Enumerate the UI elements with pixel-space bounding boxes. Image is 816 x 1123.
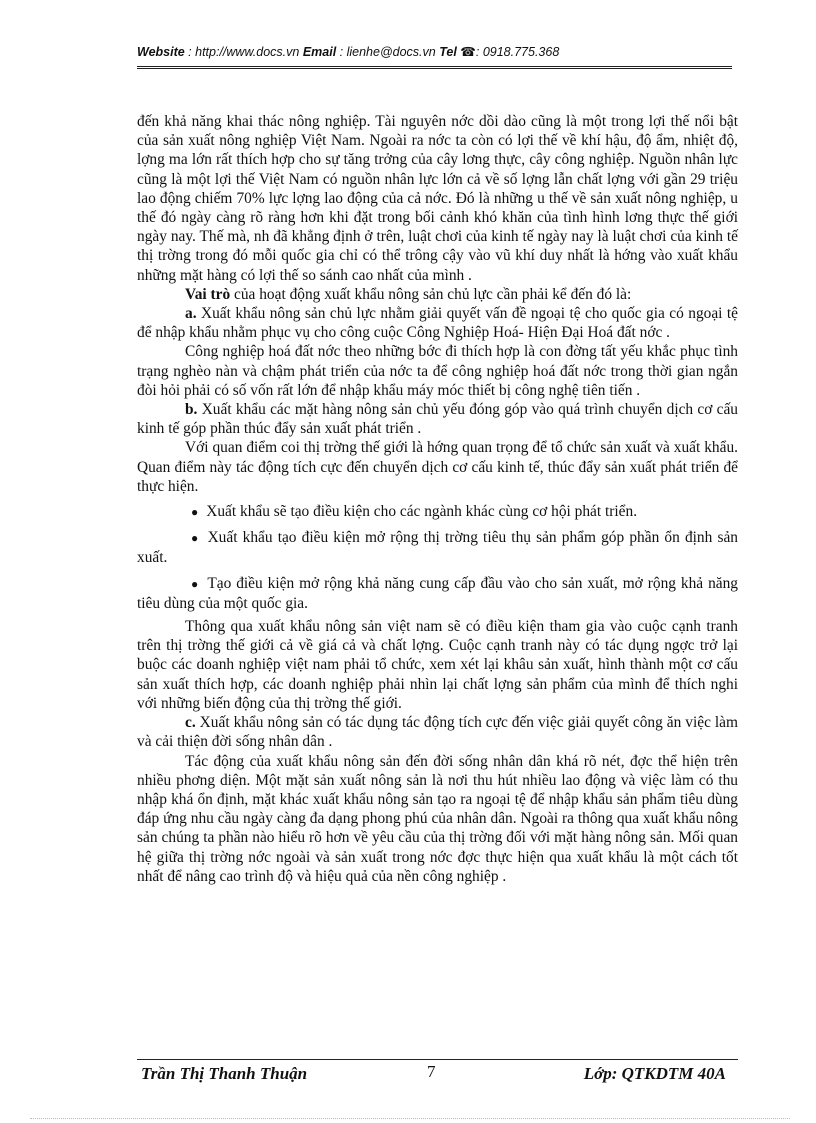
bullet-item-1 bbox=[137, 502, 738, 522]
page-footer bbox=[137, 1062, 738, 1086]
page-header bbox=[137, 44, 732, 59]
footer-class: Lớp: QTKDTM 40A bbox=[583, 1064, 726, 1083]
paragraph-7: Thông qua xuất khẩu nông sản việt nam sẽ có điều kiện tham gia vào cuộc cạnh tranh trên thị trờng thế giới cả về giá cả và chất lợng. Cuộc cạnh tranh này có tác dụng ngợc trở lại buộc các doanh nghiệp việt nam phải tổ chức, xem xét lại khâu sản xuất, hình thành một cơ cấu sản xuất thích hợp, các doanh nghiệp phải nhìn lại chất lợng sản phẩm của mình để thích nghi với những biến động của thị trờng thế giới. bbox=[137, 618, 738, 712]
footer-author: Trần Thị Thanh Thuận bbox=[141, 1064, 308, 1083]
footer-divider bbox=[137, 1059, 738, 1060]
paragraph-8-text: Xuất khẩu nông sản có tác dụng tác động tích cực đến việc giải quyết công ăn việc làm và cải thiện đời sống nhân dân . bbox=[137, 714, 738, 751]
paragraph-9: Tác động của xuất khẩu nông sản đến đời sống nhân dân khá rõ nét, đợc thể hiện trên nhiều phơng diện. Một mặt sản xuất nông sản là nơi thu hút nhiều lao động và việc làm có thu nhập khá ổn định, mặt khác xuất khẩu nông sản tạo ra ngoại tệ để nhập khẩu sản phẩm tiêu dùng đáp ứng nhu cầu ngày càng đa dạng phong phú của nhân dân. Ngoài ra thông qua xuất khẩu nông sản chúng ta phần nào hiểu rõ hơn về yêu cầu của thị trờng đối với mặt hàng nông sản. Mối quan hệ giữa thị trờng nớc ngoài và sản xuất trong nớc đợc thực hiện qua xuất khẩu là một cách tốt nhất để nâng cao trình độ và hiệu quả của nền công nghiệp . bbox=[137, 752, 738, 885]
paragraph-6: Với quan điểm coi thị trờng thế giới là hớng quan trọng để tổ chức sản xuất và xuất khẩu. Quan điểm này tác động tích cực đến chuyển dịch cơ cấu kinh tế, thúc đẩy sản xuất phát triển để thực hiện. bbox=[137, 439, 738, 495]
paragraph-2-bold: Vai trò bbox=[185, 285, 231, 303]
bullet-icon: ● bbox=[191, 576, 200, 591]
tel-value: : 0918.775.368 bbox=[475, 45, 560, 59]
header-divider bbox=[137, 66, 732, 69]
phone-icon: ☎ bbox=[460, 45, 476, 59]
page-number: 7 bbox=[427, 1062, 436, 1081]
website-value: : http://www.docs.vn bbox=[184, 45, 303, 59]
paragraph-4: Công nghiệp hoá đất nớc theo những bớc đi thích hợp là con đờng tất yếu khắc phục tình trạng nghèo nàn và chậm phát triển của nớc ta để công nghiệp hoá đất nớc trong thời gian ngắn đòi hỏi phải có số vốn rất lớn để nhập khẩu máy móc thiết bị công nghệ tiên tiến . bbox=[137, 343, 738, 399]
bullet-item-1-text: Xuất khẩu sẽ tạo điều kiện cho các ngành khác cùng cơ hội phát triển. bbox=[206, 503, 638, 521]
paragraph-8 bbox=[137, 713, 738, 751]
bullet-icon: ● bbox=[191, 505, 199, 520]
paragraph-2-text: của hoạt động xuất khẩu nông sản chủ lực cần phải kể đến đó là: bbox=[230, 285, 632, 303]
bullet-item-3 bbox=[137, 574, 738, 613]
paragraph-1: đến khả năng khai thác nông nghiệp. Tài nguyên nớc dồi dào cũng là một trong lợi thế nổi bật của sản xuất nông nghiệp Việt Nam. Ngoài ra nớc ta còn có lợi thế về khí hậu, độ ẩm, nhiệt độ, lợng ma lớn rất thích hợp cho sự tăng trởng của cây lơng thực, cây công nghiệp. Nguồn nhân lực cũng là một lợi thế Việt Nam có nguồn nhân lực lớn cả về số lợng lẫn chất lợng với gần 29 triệu lao động chiếm 70% lực lợng lao động của cả nớc. Đó là những u thế về sản xuất nông nghiệp, u thế đó ngày càng rõ ràng hơn khi đặt trong bối cảnh khó khăn của tình hình lơng thực thế giới ngày nay. Thế mà, nh đã khẳng định ở trên, luật chơi của kinh tế ngày nay là luật chơi của kinh tế thị trờng trong đó mỗi quốc gia chỉ có thể trông cậy vào vũ khí duy nhất là hớng vào xuất khẩu những mặt hàng có lợi thế so sánh cao nhất của mình . bbox=[137, 113, 738, 284]
paragraph-5 bbox=[137, 400, 738, 438]
paragraph-2 bbox=[137, 285, 738, 304]
document-body bbox=[137, 112, 738, 886]
website-label: Website bbox=[137, 45, 185, 59]
bullet-item-2 bbox=[137, 528, 738, 567]
paragraph-5-bold: b. bbox=[185, 401, 198, 419]
page-bottom-dotted-line bbox=[30, 1118, 790, 1119]
paragraph-5-text: Xuất khẩu các mặt hàng nông sản chủ yếu đóng góp vào quá trình chuyển dịch cơ cấu kinh tế góp phần thúc đẩy sản xuất phát triển . bbox=[137, 401, 738, 438]
paragraph-3-text: Xuất khẩu nông sản chủ lực nhằm giải quyết vấn đề ngoại tệ cho quốc gia có ngoại tệ để nhập khẩu nhằm phục vụ cho công cuộc Công Nghiệp Hoá- Hiện Đại Hoá đất nớc . bbox=[137, 305, 738, 342]
email-label: Email bbox=[302, 45, 337, 59]
bullet-icon: ● bbox=[191, 531, 200, 546]
bullet-item-2-text: Xuất khẩu tạo điều kiện mở rộng thị trờng tiêu thụ sản phẩm góp phần ổn định sản xuất. bbox=[137, 529, 738, 567]
tel-label: Tel bbox=[439, 45, 457, 59]
paragraph-3 bbox=[137, 304, 738, 342]
paragraph-3-bold: a. bbox=[185, 305, 197, 323]
bullet-item-3-text: Tạo điều kiện mở rộng khả năng cung cấp đầu vào cho sản xuất, mở rộng khả năng tiêu dùng của một quốc gia. bbox=[137, 574, 738, 612]
paragraph-8-bold: c. bbox=[185, 714, 196, 732]
email-value: : lienhe@docs.vn bbox=[336, 45, 440, 59]
